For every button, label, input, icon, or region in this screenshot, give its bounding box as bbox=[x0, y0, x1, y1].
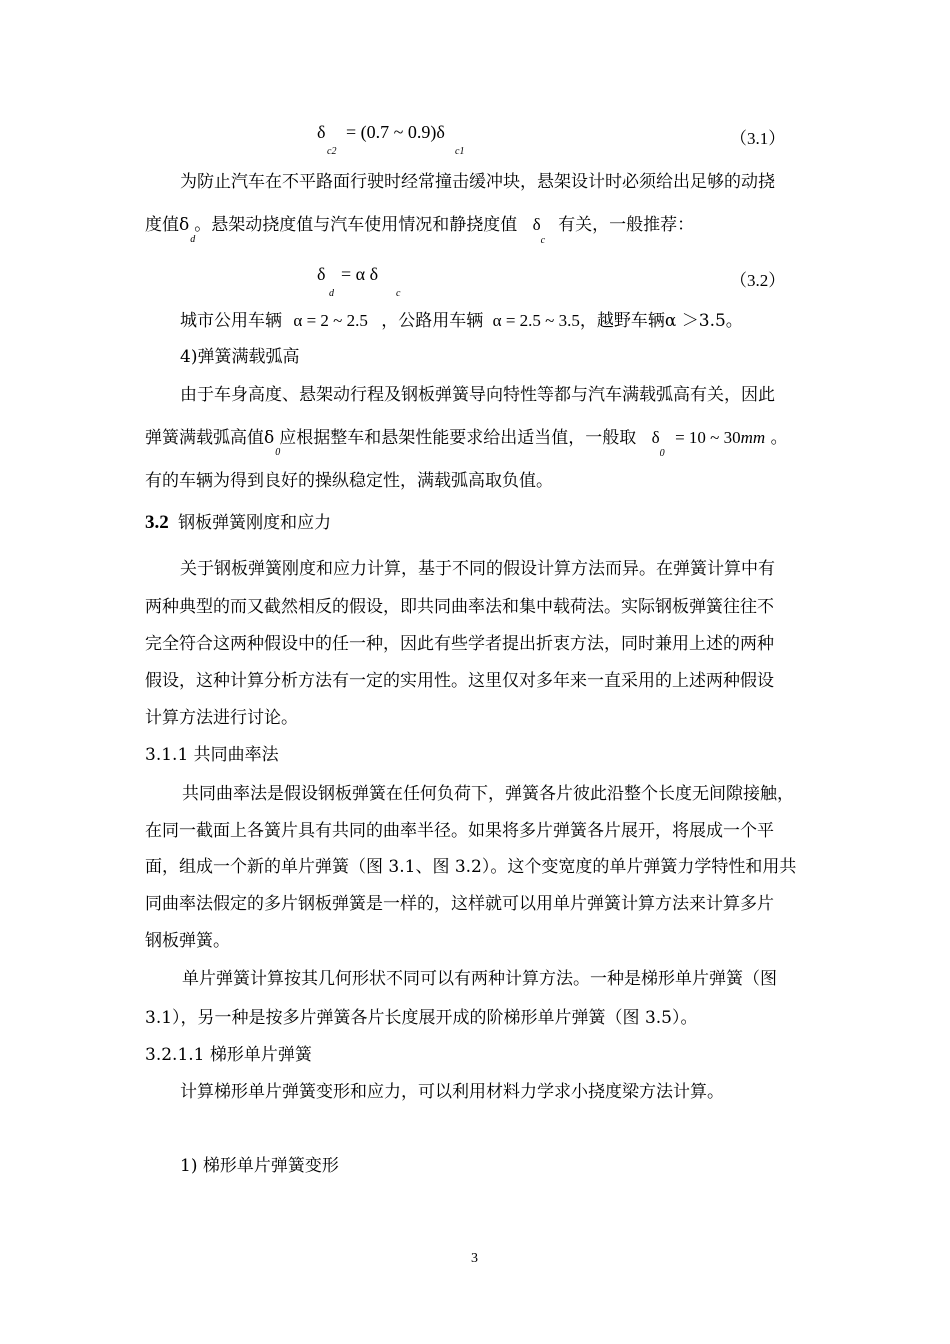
p2-text-a: 城市公用车辆 bbox=[180, 311, 282, 331]
p1-line2-sub: d bbox=[190, 234, 196, 245]
p6-line1: 单片弹簧计算按其几何形状不同可以有两种计算方法。一种是梯形单片弹簧（图 bbox=[182, 969, 777, 989]
p3-line2-end: 。 bbox=[770, 428, 788, 448]
eq32-body: = α δ bbox=[341, 264, 379, 284]
p1-line2-b: 。悬架动挠度值与汽车使用情况和静挠度值 bbox=[194, 215, 518, 235]
section-3-2-title: 钢板弹簧刚度和应力 bbox=[178, 513, 332, 533]
heading-3-2-1-1: 3.2.1.1 梯形单片弹簧 bbox=[145, 1045, 312, 1065]
eq31-number: （3.1） bbox=[730, 129, 786, 148]
p3-line2-delta: δ 0 bbox=[651, 428, 665, 459]
p3-line1: 由于车身高度、悬架动行程及钢板弹簧导向特性等都与汽车满载弧高有关，因此 bbox=[180, 385, 775, 405]
p1-line1: 为防止汽车在不平路面行驶时经常撞击缓冲块，悬架设计时必须给出足够的动挠 bbox=[180, 172, 775, 192]
heading-4-spring-arc-height: 4)弹簧满载弧高 bbox=[180, 347, 300, 367]
eq32-number: （3.2） bbox=[730, 271, 786, 290]
p5-line1: 共同曲率法是假设钢板弹簧在任何负荷下，弹簧各片彼此沿整个长度无间隙接触， bbox=[182, 784, 794, 804]
p3-line2-unit: mm bbox=[740, 428, 766, 447]
heading-3-1-1: 3.1.1 共同曲率法 bbox=[145, 745, 279, 765]
p2-math-a: α = 2 ~ 2.5 bbox=[293, 311, 368, 330]
eq31-delta: δ bbox=[317, 122, 326, 142]
p3-line2-b: 应根据整车和悬架性能要求给出适当值，一般取 bbox=[279, 428, 637, 448]
p3-line2 bbox=[145, 428, 788, 459]
p3-line3: 有的车辆为得到良好的操纵稳定性，满载弧高取负值。 bbox=[145, 471, 553, 491]
p7: 计算梯形单片弹簧变形和应力，可以利用材料力学求小挠度梁方法计算。 bbox=[180, 1082, 724, 1102]
p6-line2: 3.1），另一种是按多片弹簧各片长度展开成的阶梯形单片弹簧（图 3.5）。 bbox=[145, 1008, 698, 1028]
p1-line2 bbox=[145, 215, 695, 246]
item-1-trapezoid-deformation: 1) 梯形单片弹簧变形 bbox=[180, 1156, 339, 1176]
p4-line1: 关于钢板弹簧刚度和应力计算，基于不同的假设计算方法而异。在弹簧计算中有 bbox=[180, 559, 775, 579]
p2-text-c: ，越野车辆α ＞3.5。 bbox=[579, 311, 743, 331]
eq32-sub-right: c bbox=[396, 288, 401, 299]
p2 bbox=[180, 311, 743, 331]
p3-line2-math: = 10 ~ 30 bbox=[675, 428, 741, 447]
section-3-2-heading bbox=[145, 513, 331, 533]
eq32-delta: δ bbox=[317, 264, 326, 284]
p5-line5: 钢板弹簧。 bbox=[145, 931, 230, 951]
p4-line4: 假设，这种计算分析方法有一定的实用性。这里仅对多年来一直采用的上述两种假设 bbox=[145, 671, 774, 691]
p4-line2: 两种典型的而又截然相反的假设，即共同曲率法和集中载荷法。实际钢板弹簧往往不 bbox=[145, 597, 774, 617]
p1-line2-delta: δ c bbox=[532, 215, 546, 246]
eq31-sub-right: c1 bbox=[455, 146, 465, 157]
p4-line3: 完全符合这两种假设中的任一种，因此有些学者提出折衷方法，同时兼用上述的两种 bbox=[145, 634, 774, 654]
p3-line2-a: 弹簧满载弧高值δ bbox=[145, 428, 275, 448]
eq32-sub-left: d bbox=[329, 288, 334, 299]
p5-line3: 面，组成一个新的单片弹簧（图 3.1、图 3.2）。这个变宽度的单片弹簧力学特性和用共 bbox=[145, 857, 797, 877]
eq31-sub-left: c2 bbox=[327, 146, 337, 157]
p5-line4: 同曲率法假定的多片钢板弹簧是一样的，这样就可以用单片弹簧计算方法来计算多片 bbox=[145, 894, 774, 914]
p2-text-b: ，公路用车辆 bbox=[381, 311, 484, 331]
p4-line5: 计算方法进行讨论。 bbox=[145, 708, 298, 728]
p2-math-b: α = 2.5 ~ 3.5 bbox=[492, 311, 580, 330]
section-3-2-number: 3.2 bbox=[145, 512, 169, 533]
page-number: 3 bbox=[471, 1251, 478, 1266]
p3-line2-sub: 0 bbox=[275, 447, 281, 458]
eq31-body: = (0.7 ~ 0.9)δ bbox=[346, 122, 445, 142]
p1-line2-c: 有关，一般推荐： bbox=[558, 215, 695, 235]
p5-line2: 在同一截面上各簧片具有共同的曲率半径。如果将多片弹簧各片展开，将展成一个平 bbox=[145, 821, 774, 841]
p1-line2-a: 度值δ bbox=[145, 215, 190, 235]
